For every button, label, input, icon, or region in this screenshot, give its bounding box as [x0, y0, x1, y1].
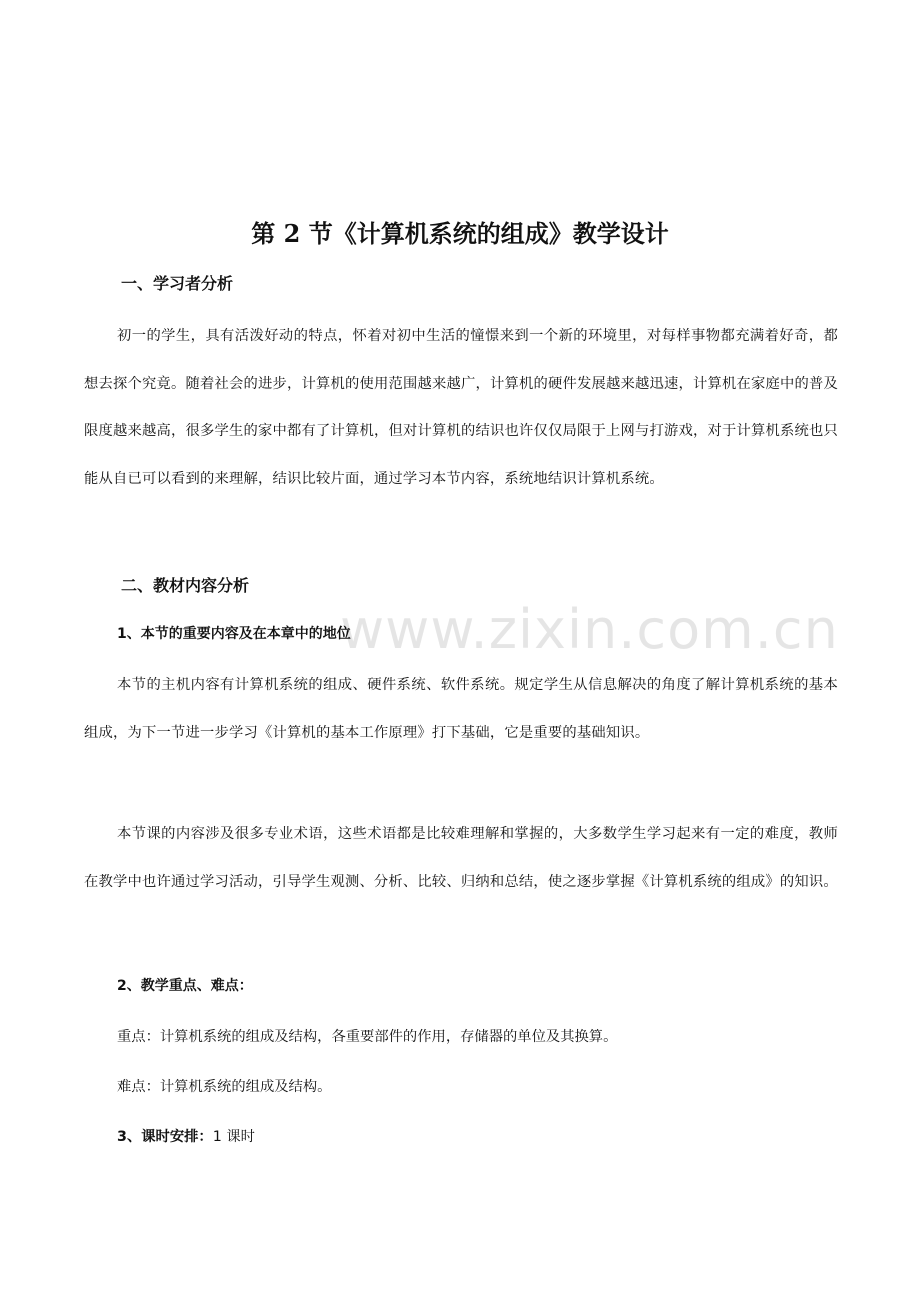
paragraph-terminology: 本节课的内容涉及很多专业术语，这些术语都是比较难理解和掌握的，大多数学生学习起来有一定的难度，教师在教学中也许通过学习活动，引导学生观测、分析、比较、归纳和总结，使之逐步掌握《计算机系统的组成》的知识。 [84, 826, 838, 890]
section-heading-content-analysis: 二、教材内容分析 [121, 576, 250, 595]
section-heading-learner-analysis: 一、学习者分析 [121, 274, 234, 293]
subheading-key-points: 2、教学重点、难点： [117, 978, 253, 994]
subheading-main-content: 1、本节的重要内容及在本章中的地位 [117, 626, 351, 642]
watermark: www.zixin.com.cn [340, 598, 839, 661]
class-hours-line [117, 1125, 255, 1149]
difficult-point-line: 难点：计算机系统的组成及结构。 [117, 1079, 332, 1095]
paragraph-learner-analysis: 初一的学生，具有活泼好动的特点，怀着对初中生活的憧憬来到一个新的环境里，对每样事物都充满着好奇，都想去探个究竟。随着社会的进步，计算机的使用范围越来越广，计算机的硬件发展越来越迅速，计算机在家庭中的普及限度越来越高，很多学生的家中都有了计算机，但对计算机的结识也许仅仅局限于上网与打游戏，对于计算机系统也只能从自已可以看到的来理解，结识比较片面，通过学习本节内容，系统地结识计算机系统。 [84, 328, 838, 487]
document-title: 第 2 节《计算机系统的组成》教学设计 [251, 219, 669, 248]
key-point-line: 重点：计算机系统的组成及结构，各重要部件的作用，存储器的单位及其换算。 [117, 1029, 618, 1045]
class-hours-label: 3、课时安排： [117, 1129, 213, 1145]
class-hours-value: 1 课时 [212, 1129, 255, 1145]
paragraph-main-content: 本节的主机内容有计算机系统的组成、硬件系统、软件系统。规定学生从信息解决的角度了解计算机系统的基本组成，为下一节进一步学习《计算机的基本工作原理》打下基础，它是重要的基础知识。 [84, 677, 838, 741]
